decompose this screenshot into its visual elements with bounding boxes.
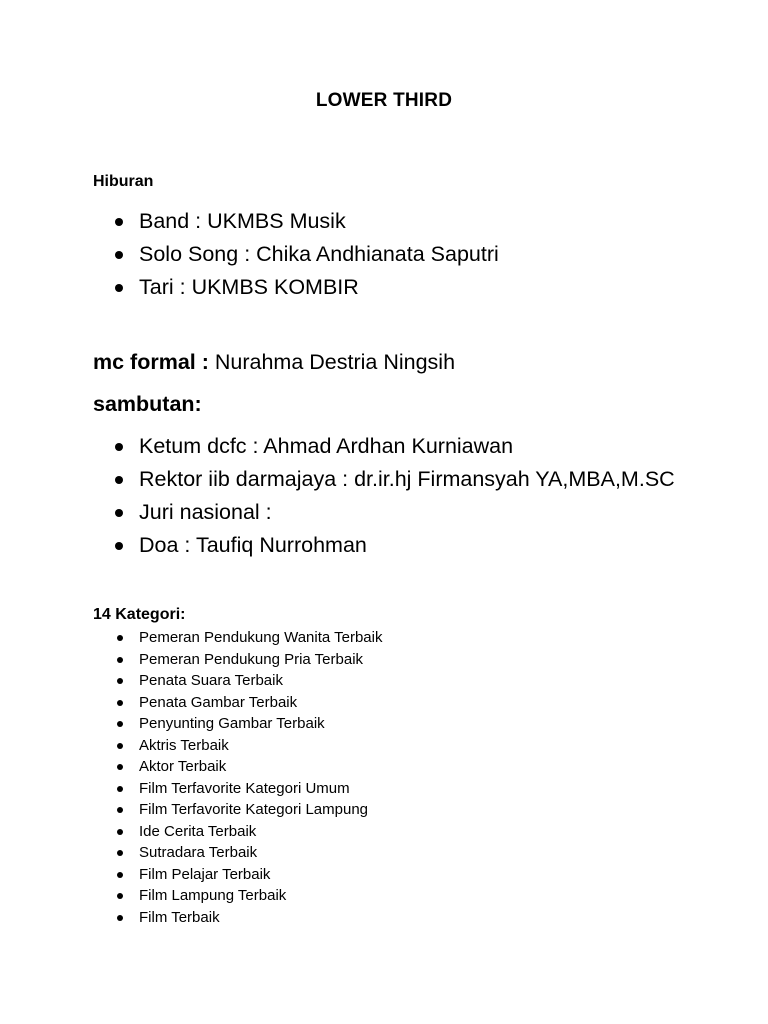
list-item-text: Solo Song : Chika Andhianata Saputri bbox=[139, 242, 499, 266]
list-item-text: Pemeran Pendukung Pria Terbaik bbox=[139, 650, 364, 668]
list-item-text: Ide Cerita Terbaik bbox=[139, 822, 257, 840]
list-item bbox=[93, 627, 382, 649]
list-item bbox=[93, 692, 382, 714]
list-item-text: Film Pelajar Terbaik bbox=[139, 865, 271, 883]
bullet-icon bbox=[115, 509, 123, 517]
list-item-text: Band : UKMBS Musik bbox=[139, 209, 346, 233]
list-item bbox=[93, 735, 382, 757]
bullet-icon bbox=[117, 786, 123, 792]
list-item-text: Penata Suara Terbaik bbox=[139, 672, 283, 689]
bullet-icon bbox=[117, 893, 123, 899]
list-item bbox=[93, 864, 382, 886]
mc-label: mc formal : bbox=[93, 350, 209, 374]
bullet-icon bbox=[115, 542, 123, 550]
bullet-icon bbox=[117, 915, 123, 921]
list-item-text: Juri nasional : bbox=[139, 500, 272, 524]
list-item-text: Ketum dcfc : Ahmad Ardhan Kurniawan bbox=[139, 434, 514, 458]
list-item bbox=[93, 496, 713, 529]
list-item-text: Rektor iib darmajaya : dr.ir.hj Firmansyah YA,MBA,M.SC bbox=[139, 467, 675, 491]
bullet-icon bbox=[117, 657, 123, 663]
kategori-heading: 14 Kategori: bbox=[93, 606, 186, 623]
bullet-icon bbox=[117, 743, 123, 749]
list-item-text: Film Terfavorite Kategori Lampung bbox=[139, 801, 368, 818]
list-item bbox=[93, 778, 382, 800]
list-item-text: Tari : UKMBS KOMBIR bbox=[139, 275, 359, 299]
list-item-text: Pemeran Pendukung Wanita Terbaik bbox=[139, 629, 383, 646]
list-item bbox=[93, 271, 713, 304]
list-item-text: Penyunting Gambar Terbaik bbox=[139, 715, 325, 732]
list-item-text: Doa : Taufiq Nurrohman bbox=[139, 533, 367, 557]
kategori-list bbox=[93, 627, 382, 928]
bullet-icon bbox=[115, 284, 123, 292]
list-item bbox=[93, 238, 713, 271]
list-item bbox=[93, 529, 713, 562]
list-item bbox=[93, 713, 382, 735]
bullet-icon bbox=[117, 807, 123, 813]
list-item-text: Film Terbaik bbox=[139, 908, 220, 926]
document-title: LOWER THIRD bbox=[315, 90, 453, 111]
list-item bbox=[93, 649, 382, 671]
bullet-icon bbox=[117, 635, 123, 641]
list-item-text: Aktris Terbaik bbox=[139, 736, 229, 754]
list-item-text: Film Terfavorite Kategori Umum bbox=[139, 779, 350, 797]
list-item bbox=[93, 907, 382, 929]
bullet-icon bbox=[117, 829, 123, 835]
bullet-icon bbox=[115, 251, 123, 259]
bullet-icon bbox=[117, 850, 123, 856]
sambutan-list bbox=[93, 430, 713, 562]
list-item bbox=[93, 799, 382, 821]
list-item bbox=[93, 205, 713, 238]
bullet-icon bbox=[117, 721, 123, 727]
bullet-icon bbox=[115, 218, 123, 226]
bullet-icon bbox=[115, 443, 123, 451]
hiburan-heading: Hiburan bbox=[93, 173, 154, 190]
bullet-icon bbox=[117, 764, 123, 770]
list-item bbox=[93, 842, 382, 864]
list-item-text: Sutradara Terbaik bbox=[139, 844, 258, 861]
list-item bbox=[93, 670, 382, 692]
mc-value: Nurahma Destria Ningsih bbox=[208, 350, 456, 374]
bullet-icon bbox=[117, 872, 123, 878]
hiburan-list bbox=[93, 205, 713, 304]
list-item bbox=[93, 463, 713, 496]
mc-line bbox=[93, 346, 455, 379]
bullet-icon bbox=[117, 678, 123, 684]
list-item bbox=[93, 756, 382, 778]
sambutan-heading: sambutan: bbox=[93, 392, 202, 416]
list-item bbox=[93, 885, 382, 907]
bullet-icon bbox=[115, 476, 123, 484]
list-item-text: Film Lampung Terbaik bbox=[139, 887, 287, 904]
list-item bbox=[93, 430, 713, 463]
bullet-icon bbox=[117, 700, 123, 706]
list-item-text: Aktor Terbaik bbox=[139, 758, 227, 775]
list-item-text: Penata Gambar Terbaik bbox=[139, 693, 298, 711]
list-item bbox=[93, 821, 382, 843]
